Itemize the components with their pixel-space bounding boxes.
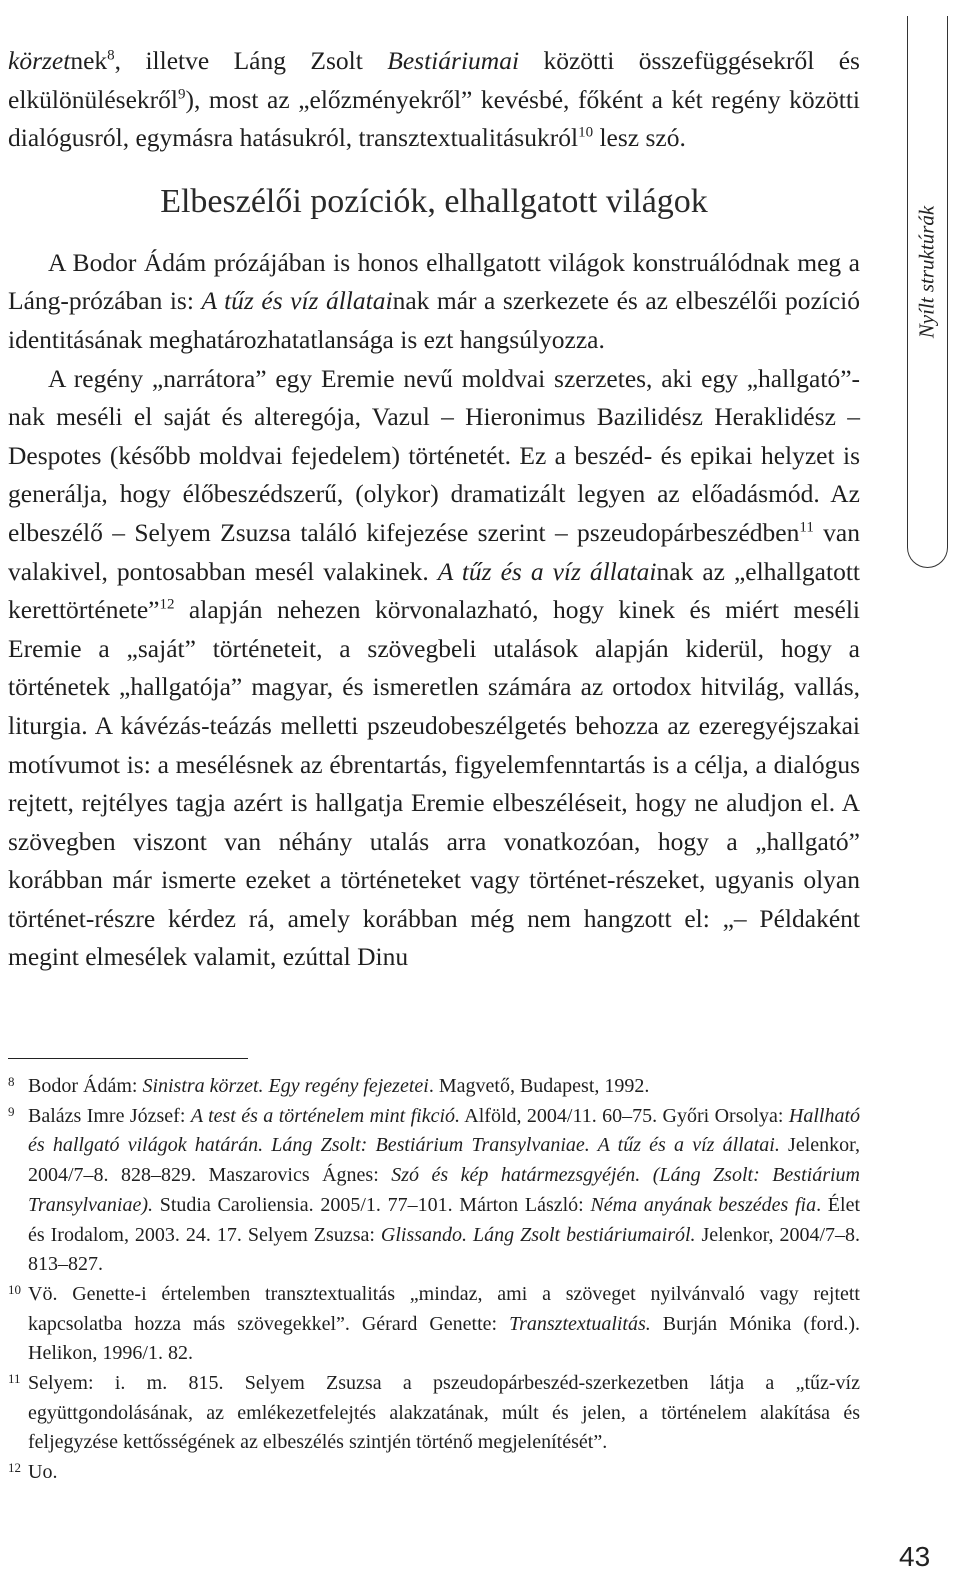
footnote-10: 10 Vö. Genette-i értelemben transztextualitás „mindaz, ami a szöveget nyilvánvaló vagy rejtett kapcsolatba hozza más szövegekkel”. Gérard Genette: Transztextualitás. Burján Mónika (ford.). Helikon, 1996/1. 82. — [8, 1281, 860, 1365]
side-tab-label: Nyílt struktúrák — [914, 205, 939, 339]
footnote-ref: 11 — [799, 519, 814, 536]
body-paragraph: A Bodor Ádám prózájában is honos elhallgatott világok konstruálódnak meg a Láng-prózában is: A tűz és víz állatainak már a szerkezete és az elbeszélői pozíció identitásának meghatározhatatlansága is ezt hangsúlyozza. — [8, 247, 860, 354]
footnote-11: 11 Selyem: i. m. 815. Selyem Zsuzsa a pszeudopárbeszéd-szerkezetben látja a „tűz-víz együttgondolásának, az emlékezetfelejtés alakzatának, múlt és jelen, a történelem alakítása és feljegyzése kettősségének az elbeszélés szintjén történő megjelenítését”. — [8, 1371, 860, 1454]
main-text — [8, 42, 860, 977]
footnotes — [8, 1072, 860, 1488]
footnote-ref: 12 — [159, 596, 175, 613]
footnote-rule — [8, 1058, 248, 1059]
footnote-number: 8 — [8, 1074, 15, 1089]
footnote-8: 8 Bodor Ádám: Sinistra körzet. Egy regény fejezetei. Magvető, Budapest, 1992. — [8, 1074, 650, 1097]
footnote-9: 9 Balázs Imre József: A test és a történelem mint fikció. Alföld, 2004/11. 60–75. Győri Orsolya: Hallható és hallgató világok határán. Láng Zsolt: Bestiárium Transylvaniae. A tűz és a víz állatai. Jelenkor, 2004/7–8. 828–829. Maszarovics Ágnes: Szó és kép határmezsgyéjén. (Láng Zsolt: Bestiárium Transylvaniae). Studia Caroliensia. 2005/1. 77–101. Márton László: Néma anyának beszédes fia. Élet és Irodalom, 2003. 24. 17. Selyem Zsuzsa: Glissando. Láng Zsolt bestiáriumairól. Jelenkor, 2004/7–8. 813–827. — [8, 1103, 861, 1276]
footnote-ref: 10 — [578, 124, 594, 141]
footnote-12: 12 Uo. — [8, 1460, 58, 1484]
footnote-number: 12 — [8, 1460, 21, 1476]
body-paragraph: A regény „narrátora” egy Eremie nevű moldvai szerzetes, aki egy „hallgató”-nak meséli el saját és alteregója, Vazul – Hieronimus Bazilidész Heraklidész – Despotes (később moldvai fejedelem) történetét. Ez a beszéd- és epikai helyzet is generálja, hogy élőbeszédszerű, (olykor) dramatizált legyen az előadásmód. Az elbeszélő – Selyem Zsuzsa találó kifejezése szerint – pszeudopárbeszédben$^{11}$ van valakivel, pontosabban mesél valakinek. A tűz és a víz állatainak az „elhallgatott kerettörténete”$^{12}$ alapján nehezen körvonalazható, hogy kinek és miért meséli Eremie a „saját” történeteit, a szövegbeli utalások alapján kiderül, hogy a történetek „hallgatója” magyar, és ismeretlen számára az ortodox hitvilág, vallás, liturgia. A kávézás-teázás melletti pszeudobeszélgetés behozza az ezeregyéjszakai motívumot is: a mesélésnek az ébrentartás, figyelemfenntartás is a célja, a dialógus rejtett, rejtélyes tagja azért is hallgatja Eremie elbeszéléseit, hogy ne aludjon el. A szövegben viszont van néhány utalás arra vonatkozóan, hogy a „hallgató” korábban már ismerte ezeket a történeteket vagy történet-részeket, ugyanis olyan történet-részre kérdez rá, amely korábban még nem hangzott el: „– Példaként megint elmesélek valamit, ezúttal Dinu — [8, 363, 861, 972]
section-heading: Elbeszélői pozíciók, elhallgatott világok — [160, 182, 708, 220]
footnote-ref: 9 — [177, 86, 186, 103]
footnote-ref: 8 — [107, 47, 115, 64]
footnote-number: 10 — [8, 1281, 21, 1297]
footnote-number: 9 — [8, 1103, 15, 1119]
intro-paragraph: körzetnek$^8$, illetve Láng Zsolt Bestiáriumai közötti összefüggésekről és elkülönülésekről$^9$), most az „előzményekről” kevésbé, főként a két regény közötti dialógusról, egymásra hatásukról, transztextualitásukról$^{10}$ lesz szó. — [8, 46, 860, 153]
footnote-number: 11 — [8, 1371, 21, 1387]
page-number: 43 — [899, 1541, 931, 1572]
